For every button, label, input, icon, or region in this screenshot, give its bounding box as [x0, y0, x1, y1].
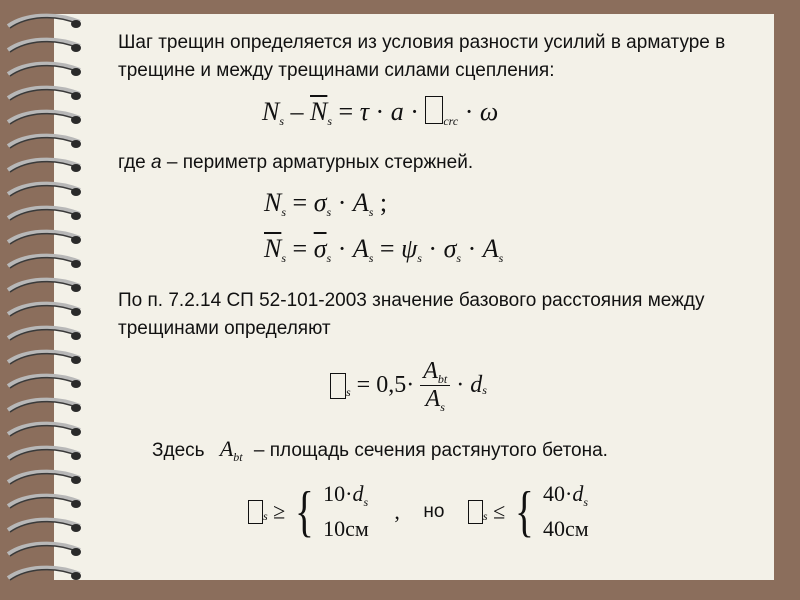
paragraph-sp-line-1: По п. 7.2.14 СП 52-101-2003 значение базового расстояния между [118, 290, 705, 311]
ring-hole [71, 68, 81, 76]
ring-hole [71, 380, 81, 388]
ring-hole [71, 548, 81, 556]
paragraph-perimeter: где a – периметр арматурных стержней. [118, 152, 474, 173]
ring-hole [71, 308, 81, 316]
formula-force-difference: $Ns - \overline{N}s = \tau \cdot a$ · crc · ω [262, 97, 499, 128]
ring-hole [71, 44, 81, 52]
ring-hole [71, 92, 81, 100]
ring-hole [71, 476, 81, 484]
ring-hole [71, 452, 81, 460]
spiral-binding-rings [0, 8, 90, 588]
ring-hole [71, 500, 81, 508]
ring-hole [71, 140, 81, 148]
ring-hole [71, 356, 81, 364]
ring-hole [71, 164, 81, 172]
paragraph-line-1: Шаг трещин определяется из условия разности усилий в арматуре в [118, 32, 726, 53]
ring-hole [71, 188, 81, 196]
ring-hole [71, 332, 81, 340]
ring-hole [71, 212, 81, 220]
ring-hole [71, 116, 81, 124]
ring-hole [71, 572, 81, 580]
ring-hole [71, 20, 81, 28]
formula-base-distance: $_s$ = 0,5· $\frac{A_{bt}}{A_s}$ · $d_s$ [330, 358, 487, 413]
ring-hole [71, 404, 81, 412]
formula-force-ns-bar: $\overline{N}s = \overline{\sigma}s \cdot As = \psi s \cdot \sigma s \cdot As$ [264, 234, 504, 265]
ring-hole [71, 236, 81, 244]
paragraph-line-2: трещине и между трещинами силами сцепления: [118, 60, 555, 81]
formula-limits: $_s$ ≥ { $10\cdot d_s$ 10см , но $_s$ ≤ { $40\cdot d_s$ 40см [248, 478, 589, 545]
ring-hole [71, 524, 81, 532]
ring-hole [71, 284, 81, 292]
ring-hole [71, 260, 81, 268]
paragraph-here: Здесь $A_{bt}$ – площадь сечения растянутого бетона. [152, 436, 608, 464]
paragraph-sp-line-2: трещинами определяют [118, 318, 331, 339]
ring-hole [71, 428, 81, 436]
formula-force-ns: Ns = σs · As ; [264, 188, 388, 219]
